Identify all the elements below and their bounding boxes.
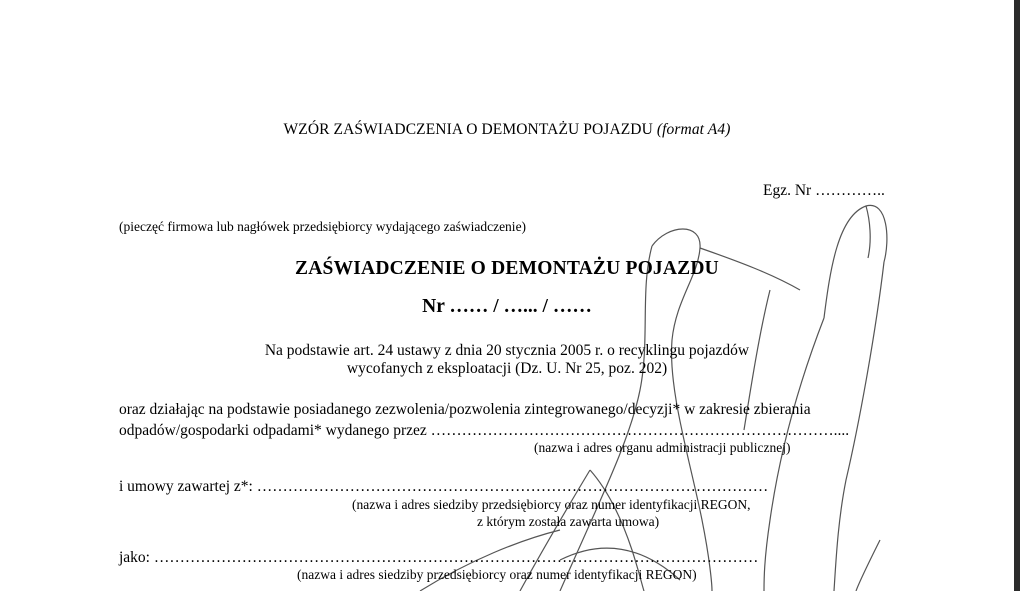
acting-clause-line-2: odpadów/gospodarki odpadami* wydanego przez …………………………………………………………………….... — [119, 422, 850, 439]
certificate-number: Nr …… / …... / …… — [422, 296, 592, 317]
stamp-note: (pieczęć firmowa lub nagłówek przedsiębiorcy wydającego zaświadczenie) — [119, 219, 527, 234]
legal-basis-line-2: wycofanych z eksploatacji (Dz. U. Nr 25, poz. 202) — [346, 360, 668, 377]
legal-basis-line-1: Na podstawie art. 24 ustawy z dnia 20 stycznia 2005 r. o recyklingu pojazdów — [264, 342, 750, 359]
document-title-main: WZÓR ZAŚWIADCZENIA O DEMONTAŻU POJAZDU — [283, 121, 653, 138]
regon-note-line-1: (nazwa i adres siedziby przedsiębiorcy oraz numer identyfikacji REGON, — [352, 497, 751, 512]
regon-note-2: (nazwa i adres siedziby przedsiębiorcy oraz numer identyfikacji REGON) — [297, 567, 697, 582]
as-line: jako: ……………………………………………………………………………………………………… — [119, 549, 759, 566]
organ-note: (nazwa i adres organu administracji publicznej) — [534, 440, 791, 455]
viewer-edge-bar — [1014, 0, 1020, 591]
regon-note-line-2: z którym została zawarta umowa) — [477, 514, 660, 529]
certificate-heading: ZAŚWIADCZENIE O DEMONTAŻU POJAZDU — [295, 258, 719, 279]
document-title-format: (format A4) — [656, 121, 731, 138]
copy-number: Egz. Nr ………….. — [763, 182, 885, 199]
contract-line: i umowy zawartej z*: ……………………………………………………………………………………… — [119, 478, 769, 495]
acting-clause-line-1: oraz działając na podstawie posiadanego zezwolenia/pozwolenia zintegrowanego/decyzji* w zakresie zbierania — [119, 401, 811, 418]
document-title — [0, 121, 1014, 139]
